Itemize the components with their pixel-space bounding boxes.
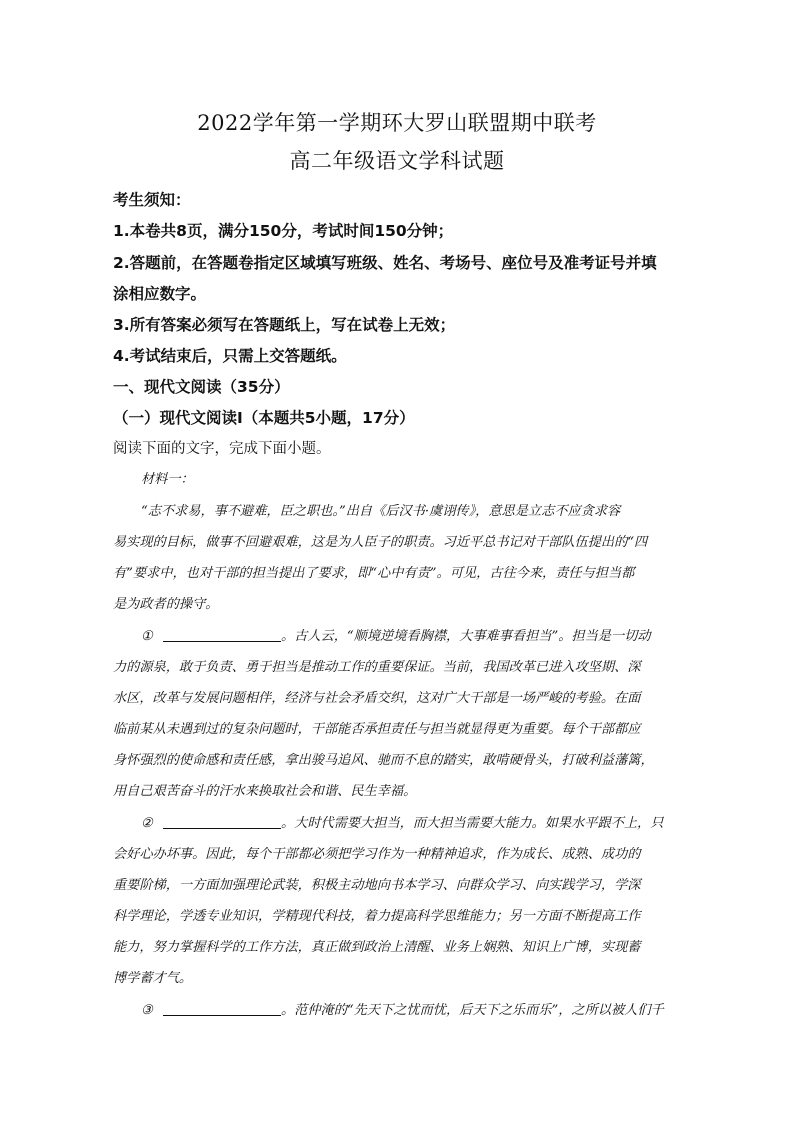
para2-line1	[141, 625, 651, 644]
exam-title: 2022学年第一学期环大罗山联盟期中联考	[197, 111, 597, 135]
para1-line1: “志不求易，事不避难，臣之职也。”出自《后汉书·虞诩传》，意思是立志不应贪求容	[141, 504, 621, 519]
para2-line5: 身怀强烈的使命感和责任感，拿出骏马追风、驰而不息的踏实，敢啃硬骨头，打破利益藩篱，	[113, 753, 654, 768]
notice-item-2: 2.答题前，在答题卷指定区域填写班级、姓名、考场号、座位号及准考证号并填	[113, 254, 657, 272]
para1-line2: 易实现的目标，做事不回避艰难，这是为人臣子的职责。习近平总书记对干部队伍提出的“四	[113, 535, 648, 550]
blank-marker-2: ②	[141, 816, 153, 831]
para3-line2: 会好心办坏事。因此，每个干部都必须把学习作为一种精神追求，作为成长、成熟、成功的	[113, 847, 641, 862]
fill-in-blank-3	[163, 1001, 281, 1016]
para2-line6: 用自己艰苦奋斗的汗水来换取社会和谐、民生幸福。	[113, 784, 417, 799]
para3-line1	[141, 812, 663, 831]
part-title: 一、现代文阅读（35分）	[113, 378, 290, 396]
reading-instruction: 阅读下面的文字，完成下面小题。	[113, 441, 331, 457]
notice-item-4: 4.考试结束后，只需上交答题纸。	[113, 347, 347, 365]
notice-item-1: 1.本卷共8页，满分150分，考试时间150分钟；	[113, 222, 454, 240]
blank-marker-1: ①	[141, 629, 153, 644]
fill-in-blank-2	[163, 814, 281, 829]
para3-first-text: 。大时代需要大担当，而大担当需要大能力。如果水平跟不上，只	[281, 816, 664, 831]
para1-line4: 是为政者的操守。	[113, 597, 219, 612]
blank-marker-3: ③	[141, 1003, 153, 1018]
para4-line1	[141, 999, 664, 1018]
para2-line2: 力的源泉，敢于负责、勇于担当是推动工作的重要保证。当前，我国改革已进入攻坚期、深	[113, 660, 641, 675]
para1-line3: 有”要求中，也对干部的担当提出了要求，即“心中有责”。可见，古往今来，责任与担当都	[113, 566, 635, 581]
fill-in-blank-1	[163, 627, 281, 642]
para3-line6: 博学蓄才气。	[113, 971, 193, 986]
sub-section-title: （一）现代文阅读Ⅰ（本题共5小题，17分）	[113, 409, 415, 427]
para3-line3: 重要阶梯，一方面加强理论武装，积极主动地向书本学习、向群众学习、向实践学习，学深	[113, 878, 641, 893]
exam-subtitle: 高二年级语文学科试题	[289, 149, 505, 173]
para2-line3: 水区，改革与发展问题相伴，经济与社会矛盾交织，这对广大干部是一场严峻的考验。在面	[113, 691, 641, 706]
notice-heading: 考生须知：	[113, 191, 191, 209]
para2-line4: 临前某从未遇到过的复杂问题时，干部能否承担责任与担当就显得更为重要。每个干部都应	[113, 722, 641, 737]
para2-first-text: 。古人云，“顺境逆境看胸襟，大事难事看担当”。担当是一切动	[281, 629, 651, 644]
notice-item-3: 3.所有答案必须写在答题纸上，写在试卷上无效；	[113, 316, 456, 334]
para4-first-text: 。范仲淹的“先天下之忧而忧，后天下之乐而乐”，之所以被人们千	[281, 1003, 664, 1018]
para3-line4: 科学理论，学透专业知识，学精现代科技，着力提高科学思维能力；另一方面不断提高工作	[113, 909, 641, 924]
notice-item-2-cont: 涂相应数字。	[113, 285, 207, 303]
para3-line5: 能力，努力掌握科学的工作方法，真正做到政治上清醒、业务上娴熟、知识上广博，实现蓄	[113, 940, 641, 955]
material-label: 材料一：	[141, 472, 194, 487]
